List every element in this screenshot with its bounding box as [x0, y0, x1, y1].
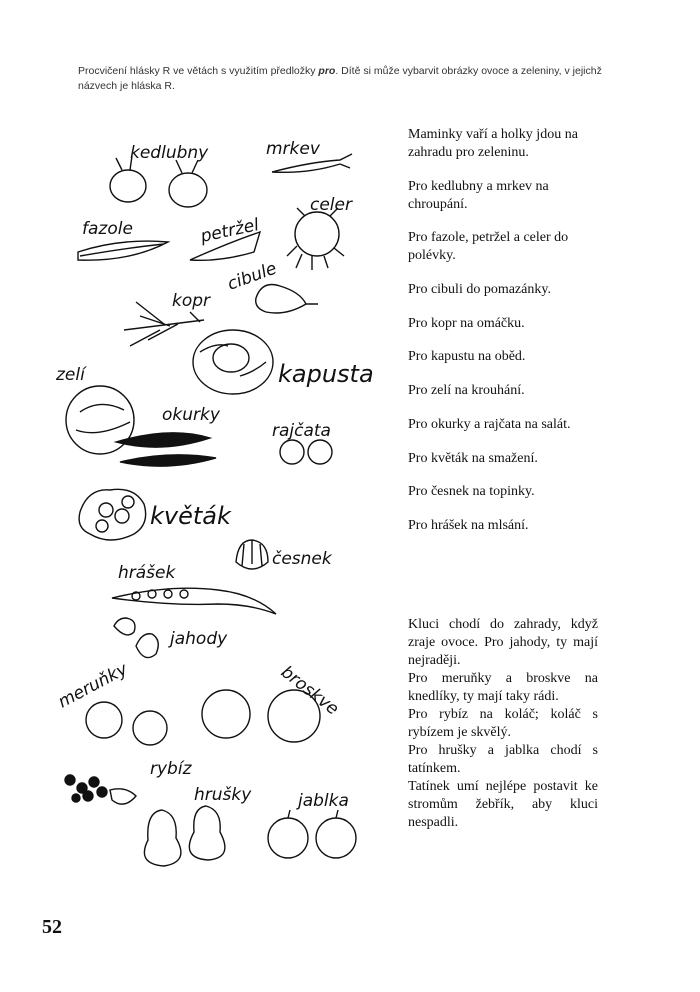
bean-drawing [78, 241, 168, 260]
label-kapusta: kapusta [278, 360, 374, 388]
label-zeli: zelí [56, 365, 85, 385]
label-okurky: okurky [162, 405, 220, 425]
story-line: Tatínek umí nejlépe postavit ke stromům žebřík, aby kluci nespadli. [408, 779, 598, 830]
celeriac-drawing [287, 208, 344, 270]
label-kopr: kopr [172, 291, 211, 311]
label-merunky: meruňky [54, 659, 131, 713]
sentence: Pro květák na smažení. [408, 450, 538, 466]
intro-text-after: . Dítě si může vybarvit obrázky ovoce a zeleniny, v jejichž názvech je hláska R. [78, 65, 602, 92]
apricots-drawing [86, 702, 167, 745]
pears-drawing [144, 806, 225, 866]
cucumbers-drawing [116, 433, 216, 466]
page-number: 52 [42, 916, 62, 938]
tomatoes-drawing [280, 440, 332, 464]
story-line: Kluci chodí do zahrady, když zraje ovoce. Pro jahody, ty mají nejraději. [408, 617, 598, 668]
label-jahody: jahody [170, 629, 228, 649]
sentence: Pro kedlubny a mrkev na chroupání. [408, 178, 549, 212]
peas-drawing [112, 588, 276, 614]
peaches-drawing [202, 690, 320, 742]
apples-drawing [268, 810, 356, 858]
sentence-list [408, 126, 598, 551]
cabbage-drawing [193, 330, 273, 394]
sentence: Maminky vaří a holky jdou na zahradu pro zeleninu. [408, 127, 578, 160]
story-line: Pro rybíz na koláč; koláč s rybízem je skvělý. [408, 707, 598, 740]
strawberries-drawing [114, 618, 158, 658]
intro-emphasis: pro [318, 65, 336, 77]
sentence: Pro hrášek na mlsání. [408, 517, 529, 533]
story-paragraph [408, 616, 598, 832]
label-rajcata: rajčata [272, 421, 331, 441]
label-rybiz: rybíz [150, 759, 192, 779]
sentence: Pro okurky a rajčata na salát. [408, 416, 571, 432]
label-kvetak: květák [150, 502, 231, 530]
intro-text-before: Procvičení hlásky R ve větách s využitím předložky [78, 65, 319, 77]
sentence: Pro fazole, petržel a celer do polévky. [408, 230, 569, 264]
currants-drawing [65, 775, 136, 804]
label-fazole: fazole [82, 219, 133, 239]
garlic-drawing [236, 540, 268, 569]
label-cibule: cibule [224, 258, 280, 295]
label-celer: celer [310, 195, 352, 215]
label-petrzel: petržel [198, 215, 261, 247]
label-hrusky: hrušky [194, 785, 252, 805]
kohlrabi-drawing [110, 156, 207, 207]
sentence: Pro kapustu na oběd. [408, 349, 526, 365]
sentence: Pro česnek na topinky. [408, 484, 535, 500]
sentence: Pro cibuli do pomazánky. [408, 282, 551, 298]
label-cesnek: česnek [272, 549, 332, 569]
label-broskve: broskve [276, 662, 343, 720]
story-line: Pro meruňky a broskve na knedlíky, ty mají taky rádi. [408, 671, 598, 704]
story-line: Pro hrušky a jablka chodí s tatínkem. [408, 743, 598, 776]
sentence: Pro zelí na krouhání. [408, 383, 525, 399]
label-hrasek: hrášek [118, 563, 176, 583]
label-jablka: jablka [298, 791, 349, 811]
onion-drawing [256, 285, 318, 314]
label-mrkev: mrkev [266, 139, 320, 159]
label-kedlubny: kedlubny [130, 143, 209, 163]
intro-instructions [78, 64, 638, 94]
vegetable-fruit-illustrations [40, 120, 380, 880]
sentence: Pro kopr na omáčku. [408, 315, 525, 331]
cauliflower-drawing [79, 489, 146, 540]
